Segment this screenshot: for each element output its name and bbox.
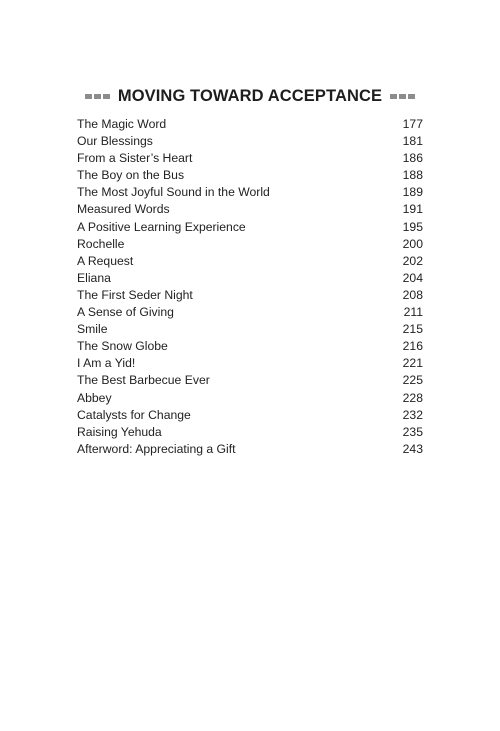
toc-entry (77, 270, 423, 287)
toc-entry (77, 219, 423, 236)
toc-entry (77, 441, 423, 458)
right-ornament-icon (390, 94, 415, 99)
toc-entry (77, 287, 423, 304)
toc-entry-title: The Snow Globe (77, 339, 168, 354)
toc-entry-page-number: 186 (402, 151, 423, 166)
toc-entry-title: Rochelle (77, 236, 125, 251)
toc-entry-title: Measured Words (77, 202, 170, 217)
toc-entry-title: Smile (77, 322, 108, 337)
left-ornament-icon (85, 94, 110, 99)
toc-entry (77, 424, 423, 441)
toc-entry-page-number: 204 (402, 270, 423, 285)
toc-entry-page-number: 216 (402, 339, 423, 354)
toc-entry (77, 355, 423, 372)
toc-entry-page-number: 232 (402, 407, 423, 422)
toc-entry-title: Eliana (77, 270, 111, 285)
toc-entry-page-number: 225 (402, 373, 423, 388)
toc-entry-page-number: 215 (402, 322, 423, 337)
toc-entry (77, 304, 423, 321)
toc-entry (77, 201, 423, 218)
toc-entry-title: Abbey (77, 390, 112, 405)
toc-entry-title: The Boy on the Bus (77, 168, 185, 183)
toc-entry-title: The Magic Word (77, 117, 167, 131)
toc-entry (77, 184, 423, 201)
toc-entry-page-number: 211 (403, 305, 423, 320)
toc-entry-page-number: 221 (402, 356, 423, 371)
toc-entry (77, 236, 423, 253)
toc-entry-page-number: 228 (402, 390, 423, 405)
toc-entry-page-number: 243 (402, 441, 423, 456)
toc-entry-title: A Request (77, 253, 134, 268)
toc-entry-title: Catalysts for Change (77, 407, 191, 422)
table-of-contents (77, 116, 423, 458)
toc-entry-title: The Best Barbecue Ever (77, 373, 210, 388)
toc-entry (77, 321, 423, 338)
toc-entry (77, 167, 423, 184)
toc-entry (77, 372, 423, 389)
toc-entry-page-number: 189 (402, 185, 423, 200)
toc-entry (77, 150, 423, 167)
toc-entry (77, 133, 423, 150)
toc-entry-title: Our Blessings (77, 134, 153, 149)
toc-entry-page-number: 195 (402, 219, 423, 234)
toc-entry (77, 390, 423, 407)
toc-entry (77, 338, 423, 355)
toc-entry-title: A Sense of Giving (77, 305, 174, 320)
toc-entry-title: I Am a Yid! (77, 356, 136, 371)
toc-entry (77, 116, 423, 133)
toc-entry-page-number: 208 (402, 287, 423, 302)
toc-entry-page-number: 200 (402, 236, 423, 251)
toc-entry-title: The Most Joyful Sound in the World (77, 185, 270, 200)
toc-entry-title: From a Sister’s Heart (77, 151, 193, 166)
toc-entry-page-number: 181 (402, 134, 423, 149)
toc-entry-page-number: 235 (402, 424, 423, 439)
toc-entry-page-number: 191 (402, 202, 423, 217)
toc-entry-page-number: 177 (402, 117, 423, 131)
section-title: MOVING TOWARD ACCEPTANCE (117, 87, 383, 105)
toc-entry-page-number: 188 (402, 168, 423, 183)
toc-entry (77, 407, 423, 424)
toc-entry-page-number: 202 (402, 253, 423, 268)
toc-entry-title: Afterword: Appreciating a Gift (77, 441, 236, 456)
toc-entry (77, 253, 423, 270)
toc-entry-title: Raising Yehuda (77, 424, 162, 439)
toc-entry-title: A Positive Learning Experience (77, 219, 246, 234)
section-heading (0, 87, 500, 106)
toc-entry-title: The First Seder Night (77, 287, 193, 302)
